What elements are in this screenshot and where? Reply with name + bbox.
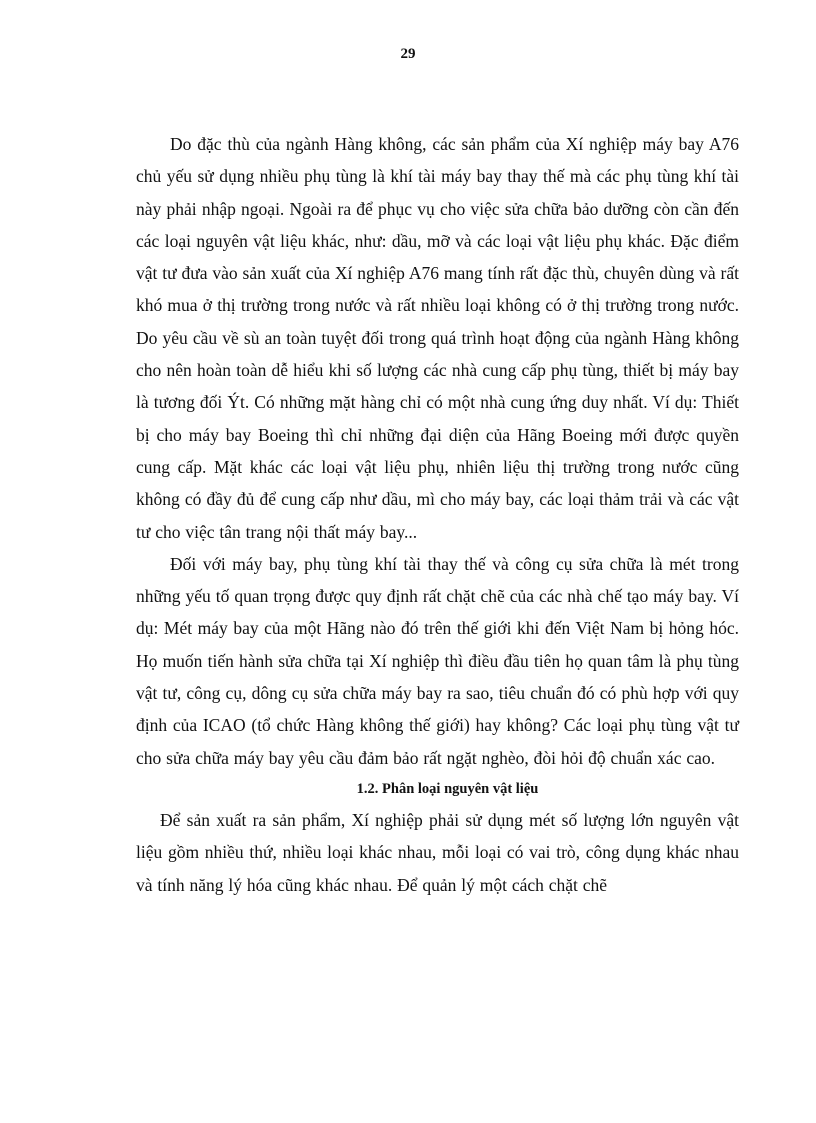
page-number: 29 (400, 46, 416, 62)
paragraph-2: Đối với máy bay, phụ tùng khí tài thay thế và công cụ sửa chữa là mét trong những yếu tố quan trọng được quy định rất chặt chẽ của các nhà chế tạo máy bay. Ví dụ: Mét máy bay của một Hãng nào đó trên thế giới khi đến Việt Nam bị hỏng hóc. Họ muốn tiến hành sửa chữa tại Xí nghiệp thì điều đầu tiên họ quan tâm là phụ tùng vật tư, công cụ, dông cụ sửa chữa máy bay ra sao, tiêu chuẩn đó có phù hợp với quy định của ICAO (tổ chức Hàng không thế giới) hay không? Các loại phụ tùng vật tư cho sửa chữa máy bay yêu cầu đảm bảo rất ngặt nghèo, đòi hỏi độ chuẩn xác cao. (136, 553, 739, 768)
paragraph-1: Do đặc thù của ngành Hàng không, các sản phẩm của Xí nghiệp máy bay A76 chủ yếu sử dụng nhiều phụ tùng là khí tài máy bay thay thế mà các phụ tùng khí tài này phải nhập ngoại. Ngoài ra để phục vụ cho việc sửa chữa bảo dưỡng còn cần đến các loại nguyên vật liệu khác, như: dầu, mỡ và các loại vật liệu phụ khác. Đặc điểm vật tư đưa vào sản xuất của Xí nghiệp A76 mang tính rất đặc thù, chuyên dùng và rất khó mua ở thị trường trong nước và rất nhiều loại không có ở thị trường trong nước. Do yêu cầu về sù an toàn tuyệt đối trong quá trình hoạt động của ngành Hàng không cho nên hoàn toàn dễ hiểu khi số lượng các nhà cung cấp phụ tùng, thiết bị máy bay là tương đối Ýt. Có những mặt hàng chỉ có một nhà cung ứng duy nhất. Ví dụ: Thiết bị cho máy bay Boeing thì chỉ những đại diện của Hãng Boeing mới được quyền cung cấp. Mặt khác các loại vật liệu phụ, nhiên liệu thị trường trong nước cũng không có đầy đủ để cung cấp như dầu, mì cho máy bay, các loại thảm trải và các vật tư cho việc tân trang nội thất máy bay... (136, 134, 739, 542)
section-heading: 1.2. Phân loại nguyên vật liệu (356, 780, 539, 797)
document-body (136, 128, 739, 901)
paragraph-3: Để sản xuất ra sản phẩm, Xí nghiệp phải sử dụng mét số lượng lớn nguyên vật liệu gồm nhiều thứ, nhiều loại khác nhau, mỗi loại có vai trò, công dụng khác nhau và tính năng lý hóa cũng khác nhau. Để quản lý một cách chặt chẽ (136, 809, 739, 895)
